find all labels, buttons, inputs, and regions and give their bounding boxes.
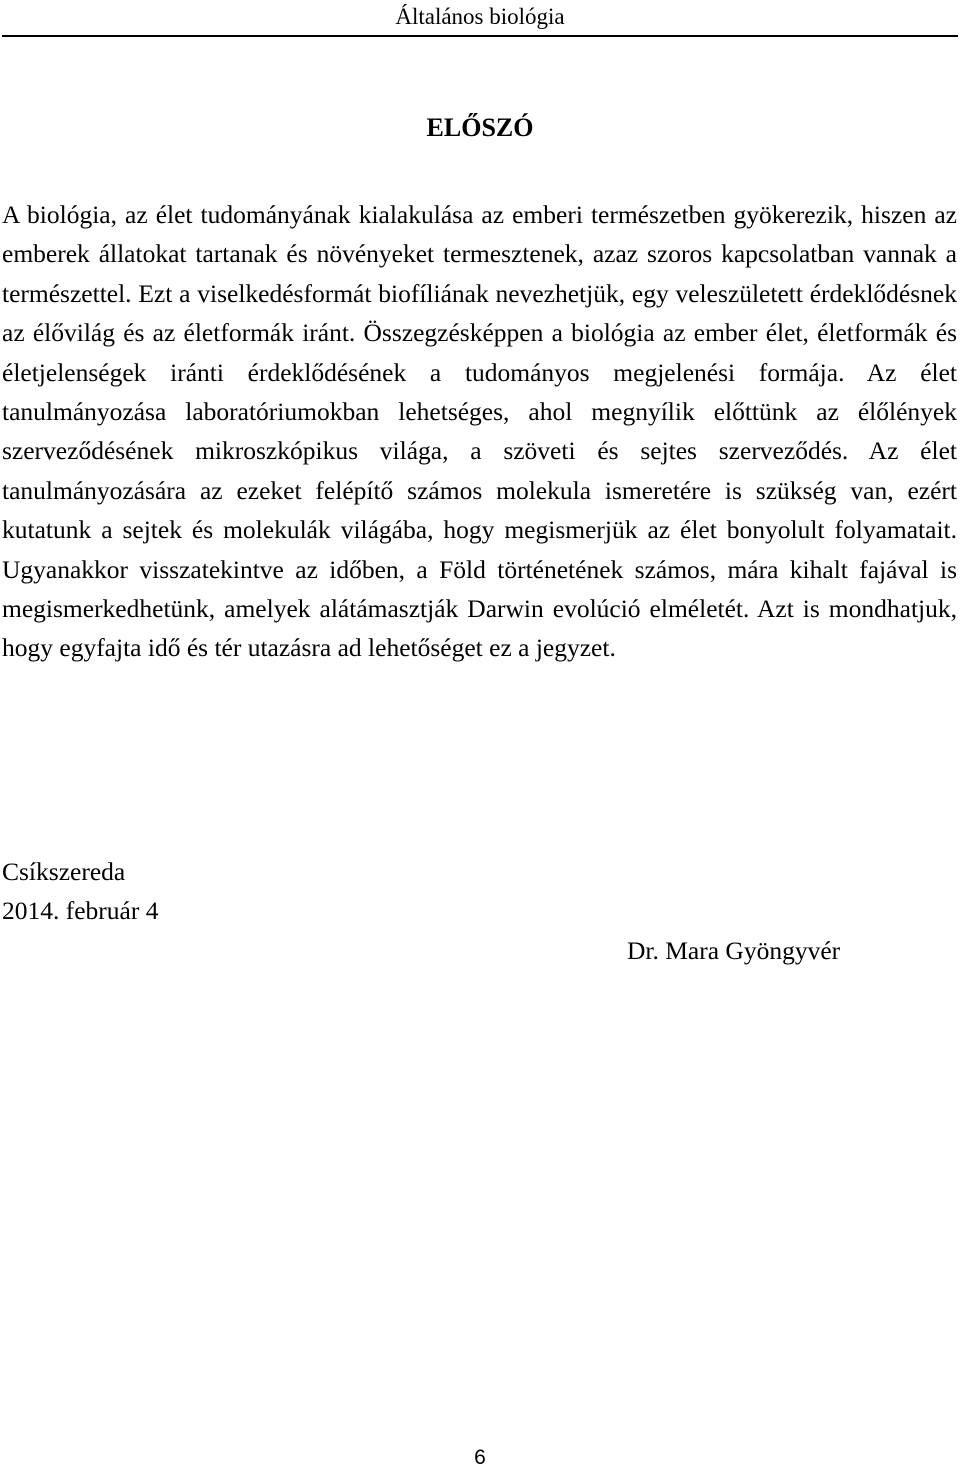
header-divider bbox=[2, 35, 958, 37]
body-paragraph: A biológia, az élet tudományának kialakulása az emberi természetben gyökerezik, hiszen az emberek állatokat tartanak és növényeket termesztenek, azaz szoros kapcsolatban vannak a természettel. Ezt a viselkedésformát biofíliának nevezhetjük, egy veleszületett érdeklődésnek az élővilág és az életformák iránt. Összegzésképpen a biológia az ember élet, életformák és életjelenségek iránti érdeklődésének a tudományos megjelenési formája. Az élet tanulmányozása laboratóriumokban lehetséges, ahol megnyílik előttünk az élőlények szerveződésének mikroszkópikus világa, a szöveti és sejtes szerveződés. Az élet tanulmányozására az ezeket felépítő számos molekula ismeretére is szükség van, ezért kutatunk a sejtek és molekulák világába, hogy megismerjük az élet bonyolult folyamatait. Ugyanakkor visszatekintve az időben, a Föld történetének számos, mára kihalt fajával is megismerkedhetünk, amelyek alátámasztják Darwin evolúció elméletét. Azt is mondhatjuk, hogy egyfajta idő és tér utazásra ad lehetőséget ez a jegyzet. bbox=[2, 200, 957, 663]
author-name: Dr. Mara Gyöngyvér bbox=[627, 936, 841, 965]
page-title: ELŐSZÓ bbox=[426, 113, 534, 142]
signature-date: 2014. február 4 bbox=[2, 896, 159, 925]
running-header: Általános biológia bbox=[395, 4, 565, 29]
page-number: 6 bbox=[474, 1446, 486, 1469]
signature-place: Csíkszereda bbox=[2, 857, 126, 886]
